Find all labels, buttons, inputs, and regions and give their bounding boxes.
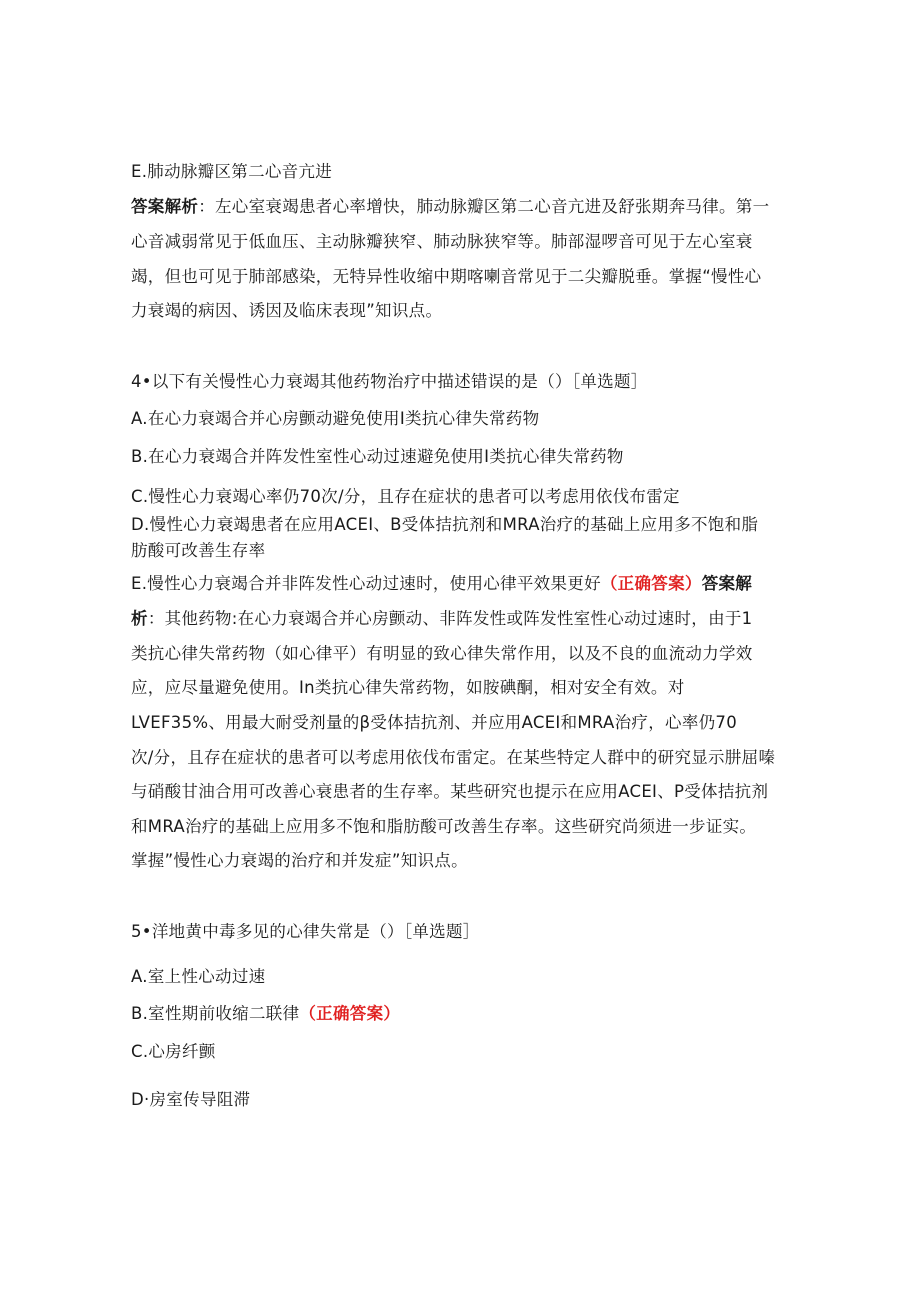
prev-option-e: E.肺动脉瓣区第二心音亢进 (131, 162, 333, 181)
prev-analysis-line-2: 心音减弱常见于低血压、主动脉瓣狭窄、肺动脉狭窄等。肺部湿啰音可见于左心室衰 (131, 232, 753, 251)
q4-analysis-line-8: 掌握”慢性心力衰竭的治疗和并发症”知识点。 (131, 851, 468, 870)
q4-option-e-text: E.慢性心力衰竭合并非阵发性心动过速时，使用心律平效果更好 (131, 574, 601, 593)
q4-option-d-line-2: 肪酸可改善生存率 (131, 541, 266, 560)
q4-analysis-line-6: 与硝酸甘油合用可改善心衰患者的生存率。某些研究也提示在应用ACEI、P受体拮抗剂 (131, 782, 769, 801)
q4-analysis-line-1 (131, 607, 752, 631)
q5-option-d: D·房室传导阻滞 (131, 1090, 251, 1109)
analysis-text: ：左心室衰竭患者心率增快，肺动脉瓣区第二心音亢进及舒张期奔马律。第一 (198, 197, 770, 216)
q4-analysis-line-3: 应，应尽量避免使用。In类抗心律失常药物，如胺碘酮，相对安全有效。对 (131, 678, 685, 697)
prev-analysis-line-4: 力衰竭的病因、诱因及临床表现”知识点。 (131, 301, 443, 320)
q5-option-b (131, 1002, 400, 1026)
q4-option-c: C.慢性心力衰竭心率仍70次/分，且存在症状的患者可以考虑用依伐布雷定 (131, 487, 680, 506)
q5-title: 5•洋地黄中毒多见的心律失常是（）［单选题］ (131, 922, 480, 941)
q4-option-d-line-1: D.慢性心力衰竭患者在应用ACEI、B受体拮抗剂和MRA治疗的基础上应用多不饱和脂 (131, 515, 759, 534)
q4-option-b: B.在心力衰竭合并阵发性室性心动过速避免使用I类抗心律失常药物 (131, 447, 624, 466)
analysis-label: 答案解析 (131, 197, 199, 216)
q5-option-c: C.心房纤颤 (131, 1042, 216, 1061)
q5-option-a: A.室上性心动过速 (131, 967, 266, 986)
q4-analysis-line-5: 次/分，且存在症状的患者可以考虑用依伐布雷定。在某些特定人群中的研究显示肼屈嗪 (131, 748, 776, 767)
prev-analysis-line-1 (131, 195, 769, 219)
q5-option-b-text: B.室性期前收缩二联律 (131, 1004, 300, 1023)
analysis-text: ：其他药物:在心力衰竭合并心房颤动、非阵发性或阵发性室性心动过速时，由于1 (147, 609, 753, 628)
q4-title: 4•以下有关慢性心力衰竭其他药物治疗中描述错误的是（）［单选题］ (131, 372, 648, 391)
q4-analysis-line-7: 和MRA治疗的基础上应用多不饱和脂肪酸可改善生存率。这些研究尚须进一步证实。 (131, 817, 757, 836)
q4-analysis-line-4: LVEF35%、用最大耐受剂量的β受体拮抗剂、并应用ACEI和MRA治疗，心率仍70 (131, 713, 738, 732)
correct-answer-mark: （正确答案） (299, 1004, 401, 1023)
prev-analysis-line-3: 竭，但也可见于肺部感染，无特异性收缩中期喀喇音常见于二尖瓣脱垂。掌握“慢性心 (131, 267, 762, 286)
q4-option-e (131, 572, 752, 596)
q4-option-a: A.在心力衰竭合并心房颤动避免使用I类抗心律失常药物 (131, 409, 540, 428)
analysis-label: 答案解 (701, 574, 753, 593)
q4-analysis-line-2: 类抗心律失常药物（如心律平）有明显的致心律失常作用，以及不良的血流动力学效 (131, 644, 753, 663)
analysis-label-cont: 析 (131, 609, 148, 628)
correct-answer-mark: （正确答案） (600, 574, 702, 593)
